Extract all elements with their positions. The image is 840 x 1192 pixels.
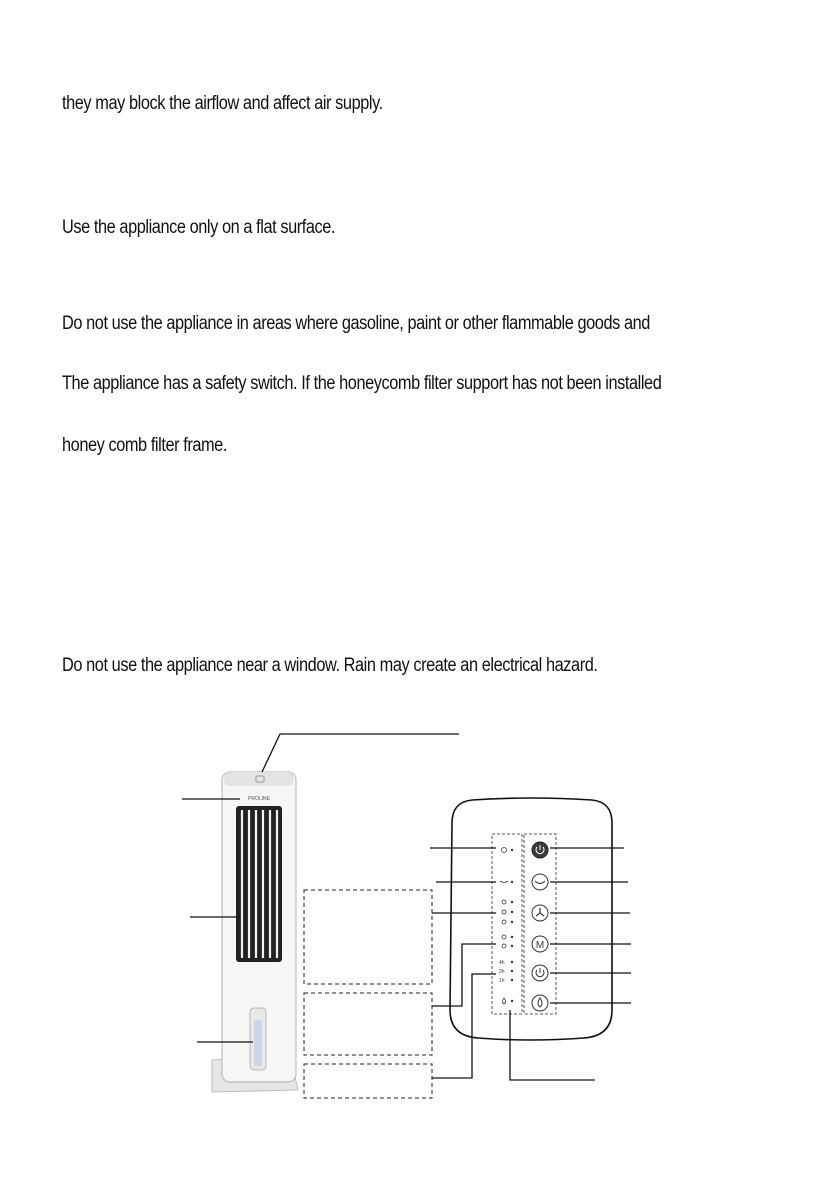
text-line-5: honey comb filter frame. <box>62 435 227 456</box>
brand-logo: PROLINE <box>248 796 270 802</box>
label-boxes <box>304 890 432 1098</box>
text-line-6: Do not use the appliance near a window. Rain may create an electrical hazard. <box>62 655 598 676</box>
text-line-2: Use the appliance only on a flat surface. <box>62 217 336 238</box>
water-level <box>254 1020 262 1066</box>
air-cooler-illustration <box>212 772 298 1092</box>
timer-label-4h: 4h <box>499 960 505 966</box>
mode-label-box <box>304 993 432 1055</box>
remote-control <box>450 798 612 1040</box>
text-line-4: The appliance has a safety switch. If the honeycomb filter support has not been installed <box>62 373 662 394</box>
cooler-top <box>224 772 294 786</box>
timer-label-1h: 1h <box>499 978 505 984</box>
mode-button-label: M <box>535 940 545 951</box>
text-line-3: Do not use the appliance in areas where gasoline, paint or other flammable goods and <box>62 313 650 334</box>
timer-label-2h: 2h <box>499 969 505 975</box>
text-line-1: they may block the airflow and affect air supply. <box>62 93 383 114</box>
swing-button[interactable] <box>532 874 548 890</box>
timer-label-box <box>304 1064 432 1098</box>
speed-label-box <box>304 890 432 984</box>
